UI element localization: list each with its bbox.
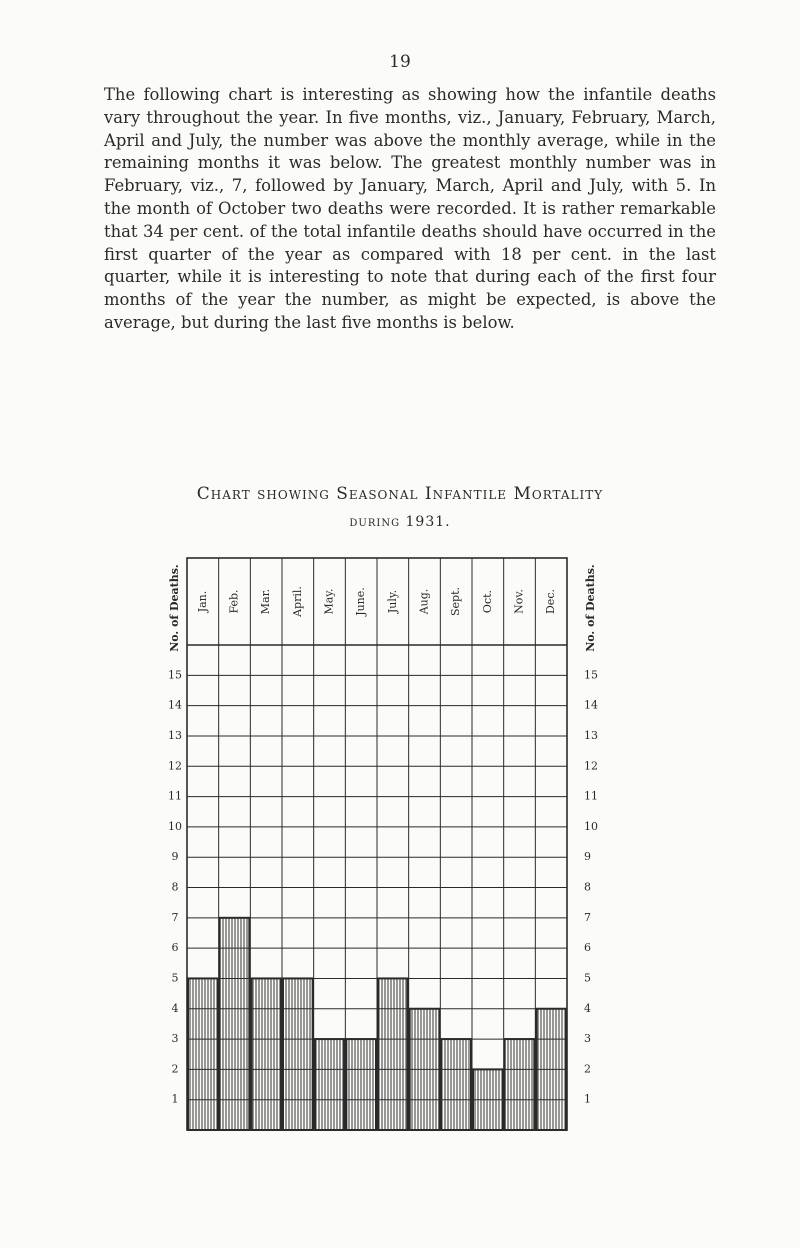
- month-label: April.: [290, 586, 304, 617]
- tick-label-right: 13: [584, 728, 598, 742]
- chart-title: Chart showing Seasonal Infantile Mortality: [196, 484, 604, 504]
- tick-label-right: 4: [584, 1001, 591, 1015]
- tick-label-right: 11: [584, 789, 598, 803]
- bar-7: [378, 978, 408, 1130]
- tick-label-right: 2: [584, 1062, 591, 1076]
- tick-label-right: 6: [584, 941, 591, 955]
- tick-label-left: 5: [171, 971, 179, 985]
- bar-1: [188, 978, 218, 1130]
- tick-label-right: 12: [584, 759, 598, 773]
- chart-subtitle: during 1931.: [349, 514, 451, 530]
- month-label: Dec.: [544, 589, 558, 614]
- tick-label-right: 15: [584, 668, 598, 682]
- tick-label-left: 10: [168, 819, 182, 833]
- bar-2: [220, 918, 250, 1130]
- tick-label-right: 9: [584, 850, 591, 864]
- tick-label-right: 1: [584, 1092, 591, 1106]
- bar-5: [315, 1039, 345, 1130]
- tick-label-left: 7: [171, 910, 179, 924]
- month-label: Mar.: [259, 588, 273, 615]
- month-label: Feb.: [227, 589, 241, 614]
- month-label: Sept.: [449, 586, 463, 617]
- bar-11: [505, 1039, 535, 1130]
- bar-4: [283, 978, 313, 1130]
- tick-label-right: 3: [584, 1032, 591, 1046]
- tick-label-right: 5: [584, 971, 591, 985]
- page-number: 19: [389, 52, 411, 72]
- tick-label-left: 15: [168, 668, 182, 682]
- month-label: Oct.: [480, 589, 494, 614]
- tick-label-left: 13: [168, 728, 182, 742]
- tick-label-left: 14: [168, 698, 182, 712]
- tick-label-left: 1: [171, 1092, 179, 1106]
- y-axis-title-right: No. of Deaths.: [584, 564, 597, 652]
- tick-label-left: 6: [171, 941, 179, 955]
- y-axis-title-left: No. of Deaths.: [168, 564, 181, 652]
- bar-9: [441, 1039, 471, 1130]
- month-label: July.: [385, 589, 399, 614]
- tick-label-right: 14: [584, 698, 598, 712]
- month-label: May.: [322, 588, 336, 615]
- tick-label-left: 2: [171, 1062, 179, 1076]
- bar-6: [346, 1039, 376, 1130]
- month-label: Aug.: [417, 588, 431, 615]
- tick-label-left: 3: [171, 1032, 179, 1046]
- month-label: June.: [354, 587, 368, 616]
- tick-label-left: 11: [168, 789, 182, 803]
- month-label: Nov.: [512, 589, 526, 614]
- bar-3: [251, 978, 281, 1130]
- tick-label-left: 4: [171, 1001, 179, 1015]
- tick-label-left: 12: [168, 759, 182, 773]
- tick-label-right: 8: [584, 880, 591, 894]
- tick-label-left: 8: [171, 880, 179, 894]
- body-paragraph: The following chart is interesting as showing how the infantile deaths vary throughout the year. In five months, viz., January, February, March, April and July, the number was above the monthly average, while in the remaining months it was below. The greatest monthly number was in February, viz., 7, followed by January, March, April and July, with 5. In the month of October two deaths were recorded. It is rather remarkable that 34 per cent. of the total infantile deaths should have occurred in the first quarter of the year as compared with 18 per cent. in the last quarter, while it is interesting to note that during each of the first four months of the year the number, as might be expected, is above the average, but during the last five months is below.: [104, 85, 716, 332]
- tick-label-left: 9: [171, 850, 179, 864]
- month-label: Jan.: [195, 590, 209, 613]
- tick-label-right: 10: [584, 819, 598, 833]
- tick-label-right: 7: [584, 910, 591, 924]
